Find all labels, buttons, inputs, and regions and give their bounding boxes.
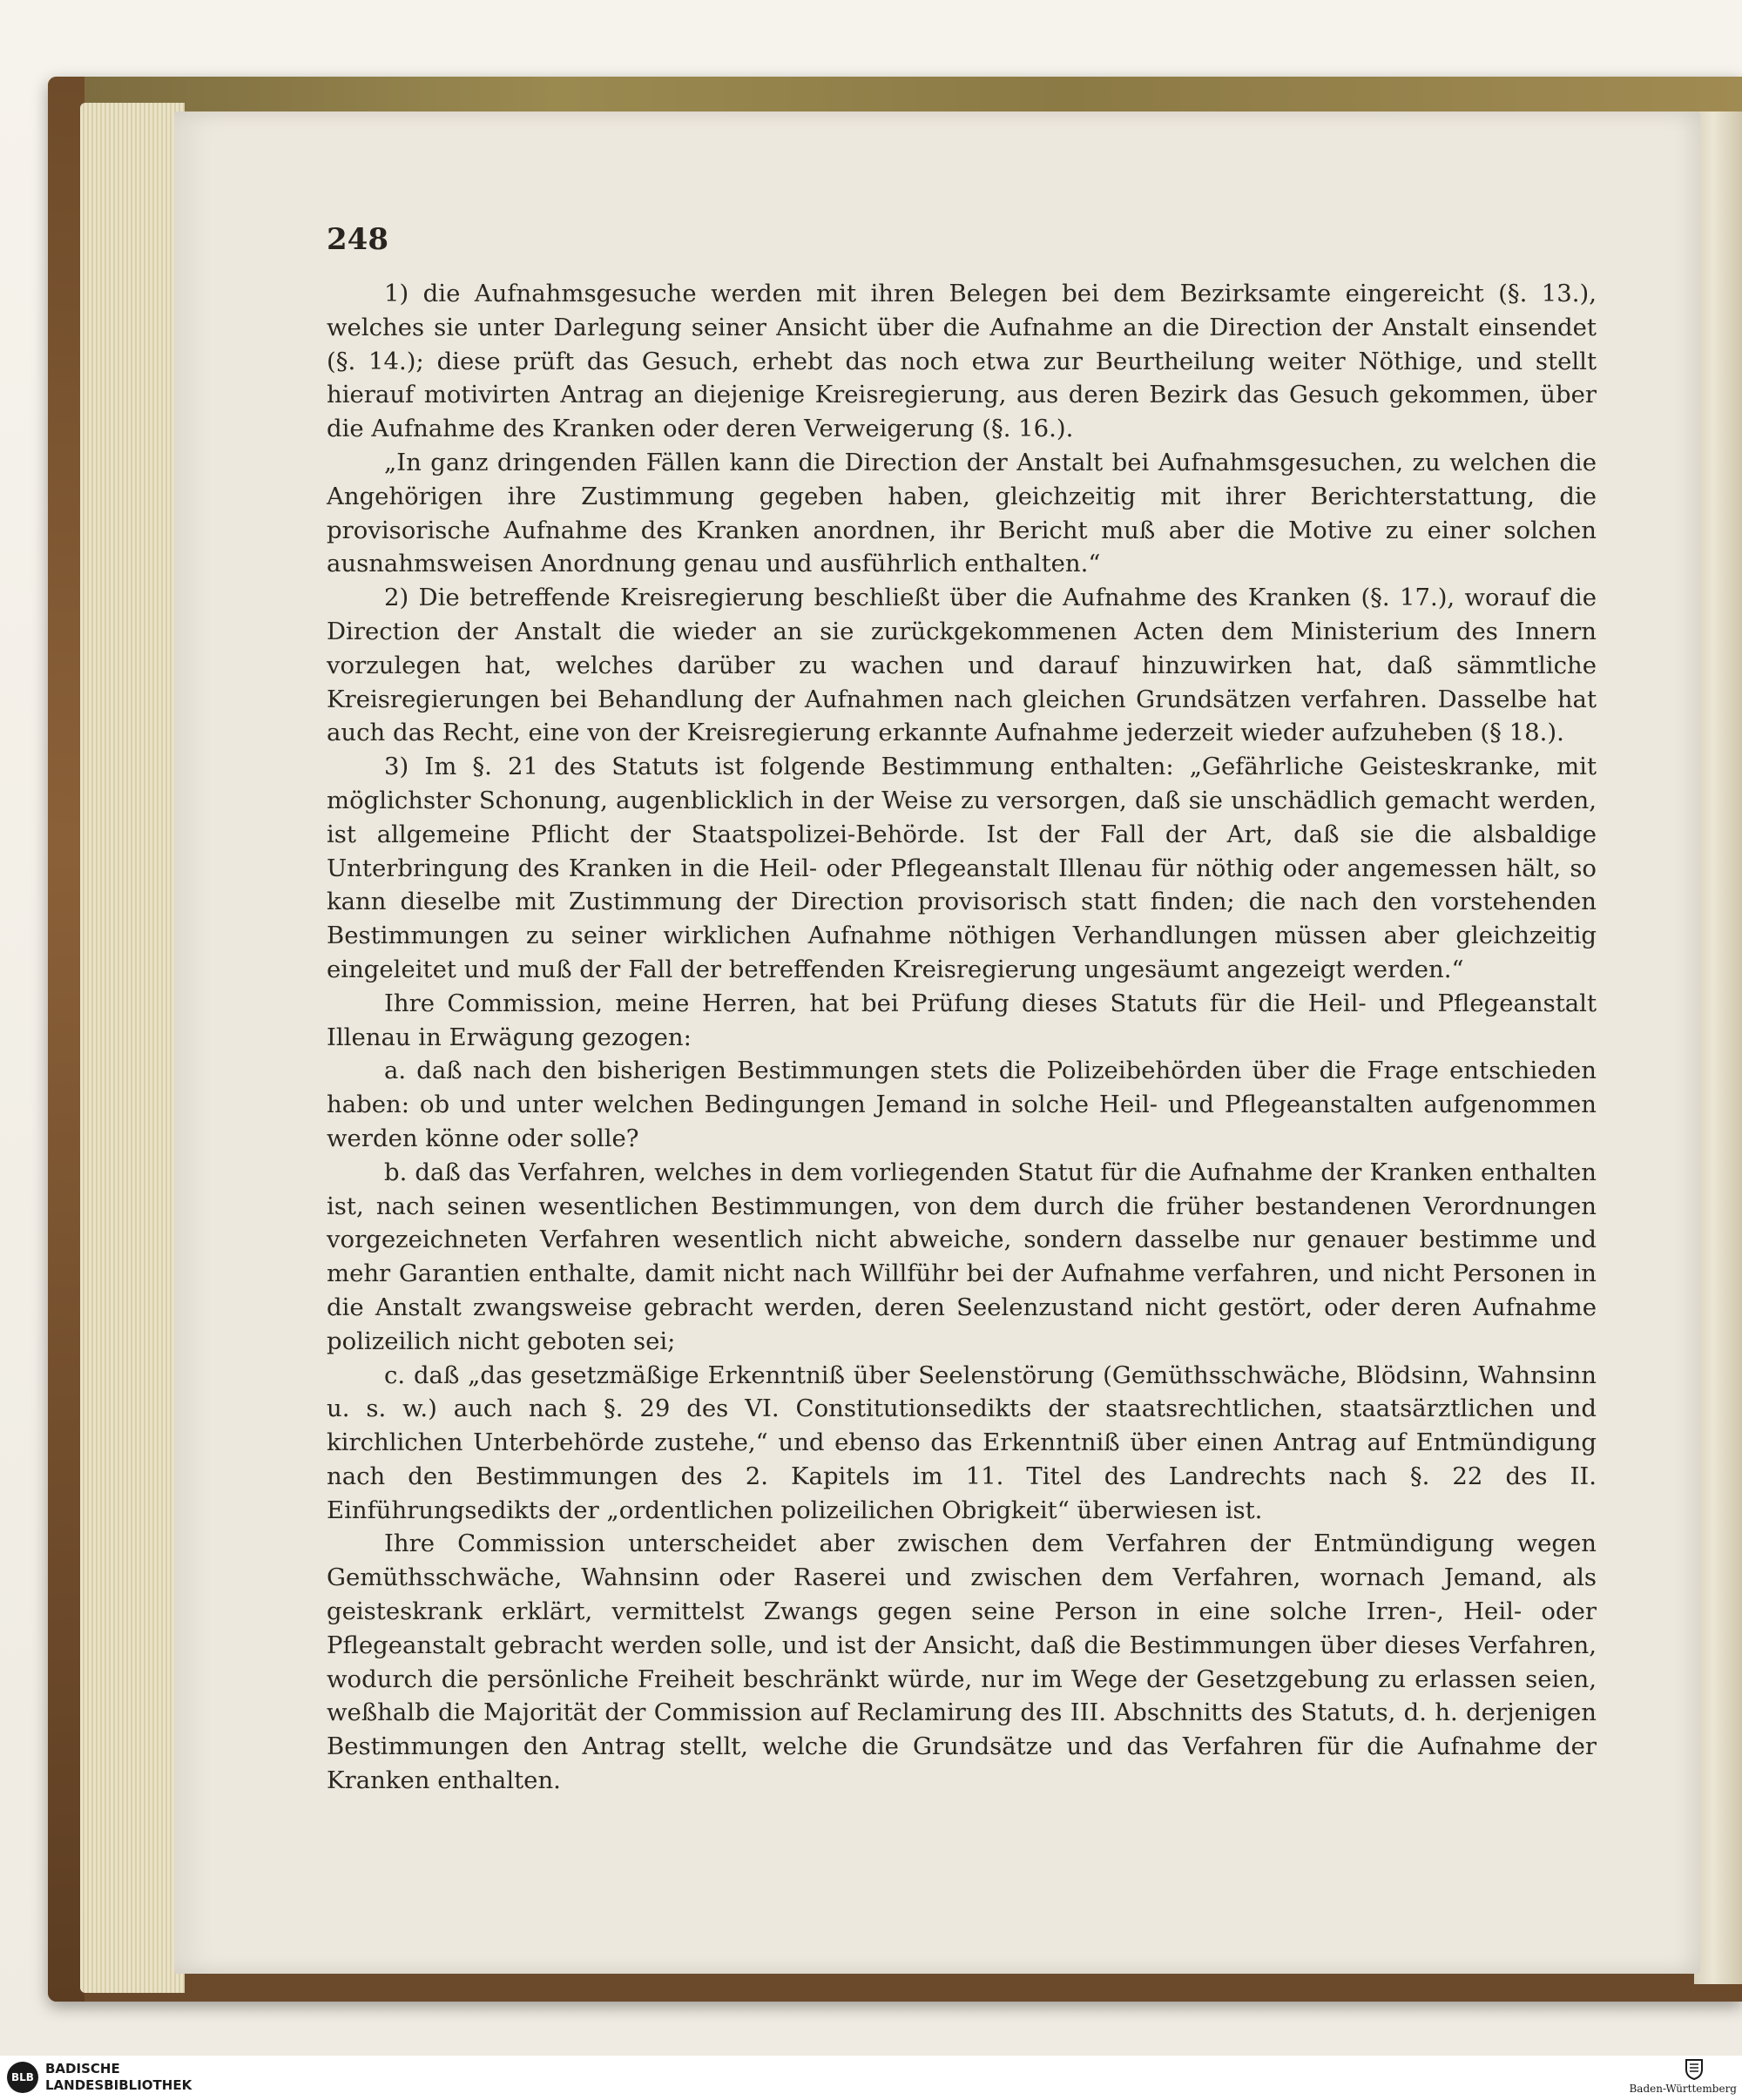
page-number: 248 — [327, 222, 388, 257]
paragraph-6: a. daß nach den bisherigen Bestimmungen stets die Polizeibehörden über die Frage entschieden haben: ob und unter welchen Bedingungen Jemand in solche Heil- und Pflegeanstalten aufgenommen werden könne oder solle? — [327, 1057, 1597, 1152]
paragraph-3: 2) Die betreffende Kreisregierung beschließt über die Aufnahme des Kranken (§. 17.), worauf die Direction der Anstalt die wieder an sie zurückgekommenen Acten dem Ministerium des Innern vorzulegen hat, welches darüber zu wachen und darauf hinzuwirken hat, daß sämmtliche Kreisregierungen bei Behandlung der Aufnahmen nach gleichen Grundsätzen verfahren. Dasselbe hat auch das Recht, eine von der Kreisregierung erkannte Aufnahme jederzeit wieder aufzuheben (§ 18.). — [327, 584, 1597, 747]
paragraph-4: 3) Im §. 21 des Statuts ist folgende Bestimmung enthalten: „Gefährliche Geisteskranke, mit möglichster Schonung, augenblicklich in der Weise zu versorgen, daß sie unschädlich gemacht werden, ist allgemeine Pflicht der Staatspolizei-Behörde. Ist der Fall der Art, daß sie die alsbaldige Unterbringung des Kranken in die Heil- oder Pflegeanstalt Illenau für nöthig oder angemessen hält, so kann dieselbe mit Zustimmung der Direction provisorisch statt finden; die nach den vorstehenden Bestimmungen zu seiner wirklichen Aufnahme nöthigen Verhandlungen müssen aber gleichzeitig eingeleitet und muß der Fall der betreffenden Kreisregierung ungesäumt angezeigt werden.“ — [327, 753, 1597, 983]
state-label: Baden-Württemberg — [1629, 2083, 1737, 2095]
paragraph-9: Ihre Commission unterscheidet aber zwischen dem Verfahren der Entmündigung wegen Gemüthsschwäche, Wahnsinn oder Raserei und zwischen dem Verfahren, wornach Jemand, als geisteskrank erklärt, vermittelst Zwangs gegen seine Person in eine solche Irren-, Heil- oder Pflegeanstalt gebracht werden solle, und ist der Ansicht, daß die Bestimmungen über dieses Verfahren, wodurch die persönliche Freiheit beschränkt würde, nur im Wege der Gesetzgebung zu erlassen seien, weßhalb die Majorität der Commission auf Reclamirung des III. Abschnitts des Statuts, d. h. derjenigen Bestimmungen den Antrag stellt, welche die Grundsätze und das Verfahren für die Aufnahme der Kranken enthalten. — [327, 1529, 1597, 1795]
coat-of-arms-icon — [1681, 2057, 1707, 2080]
page-edges-left — [80, 103, 185, 1993]
footer-bar — [0, 2056, 1742, 2100]
paragraph-2: „In ganz dringenden Fällen kann die Direction der Anstalt bei Aufnahmsgesuchen, zu welchen die Angehörigen ihre Zustimmung gegeben haben, gleichzeitig mit ihrer Berichterstattung, die provisorische Aufnahme des Kranken anordnen, ihr Bericht muß aber die Motive zu einer solchen ausnahmsweisen Anordnung genau und ausführlich enthalten.“ — [327, 448, 1597, 578]
paragraph-7: b. daß das Verfahren, welches in dem vorliegenden Statut für die Aufnahme der Kranken enthalten ist, nach seinen wesentlichen Bestimmungen, von dem durch die früher bestandenen Verordnungen vorgezeichneten Verfahren wesentlich nicht abweiche, sondern dasselbe nur genauer bestimme und mehr Garantien enthalte, damit nicht nach Willführ bei der Aufnahme verfahren, und nicht Personen in die Anstalt zwangsweise gebracht werden, deren Seelenzustand nicht gestört, oder deren Aufnahme polizeilich nicht geboten sei; — [327, 1158, 1597, 1355]
page-text — [327, 277, 1597, 1798]
paragraph-8: c. daß „das gesetzmäßige Erkenntniß über Seelenstörung (Gemüthsschwäche, Blödsinn, Wahnsinn u. s. w.) auch nach §. 29 des VI. Constitutionsedikts der staatsrechtlichen, staatsärztlichen und kirchlichen Unterbehörde zustehe,“ und ebenso das Erkenntniß über einen Antrag auf Entmündigung nach den Bestimmungen des 2. Kapitels im 11. Titel des Landrechts nach §. 22 des II. Einführungsedikts der „ordentlichen polizeilichen Obrigkeit“ überwiesen ist. — [327, 1361, 1597, 1524]
paragraph-1: 1) die Aufnahmsgesuche werden mit ihren Belegen bei dem Bezirksamte eingereicht (§. 13.), welches sie unter Darlegung seiner Ansicht über die Aufnahme an die Direction der Anstalt einsendet (§. 14.); diese prüft das Gesuch, erhebt das noch etwa zur Beurtheilung weiter Nöthige, und stellt hierauf motivirten Antrag an diejenige Kreisregierung, aus deren Bezirk das Gesuch gekommen, über die Aufnahme des Kranken oder deren Verweigerung (§. 16.). — [327, 280, 1597, 443]
facing-page-edge — [1694, 111, 1742, 1984]
book-cover-spine-edge — [48, 77, 84, 2002]
paragraph-5: Ihre Commission, meine Herren, hat bei Prüfung dieses Statuts für die Heil- und Pflegeanstalt Illenau in Erwägung gezogen: — [327, 989, 1597, 1051]
library-logo[interactable]: BLB — [7, 2062, 38, 2093]
library-name — [45, 2061, 192, 2094]
library-name-line1: BADISCHE — [45, 2061, 120, 2076]
library-name-line2: LANDESBIBLIOTHEK — [45, 2077, 192, 2093]
book-cover-top-edge — [48, 77, 1742, 113]
